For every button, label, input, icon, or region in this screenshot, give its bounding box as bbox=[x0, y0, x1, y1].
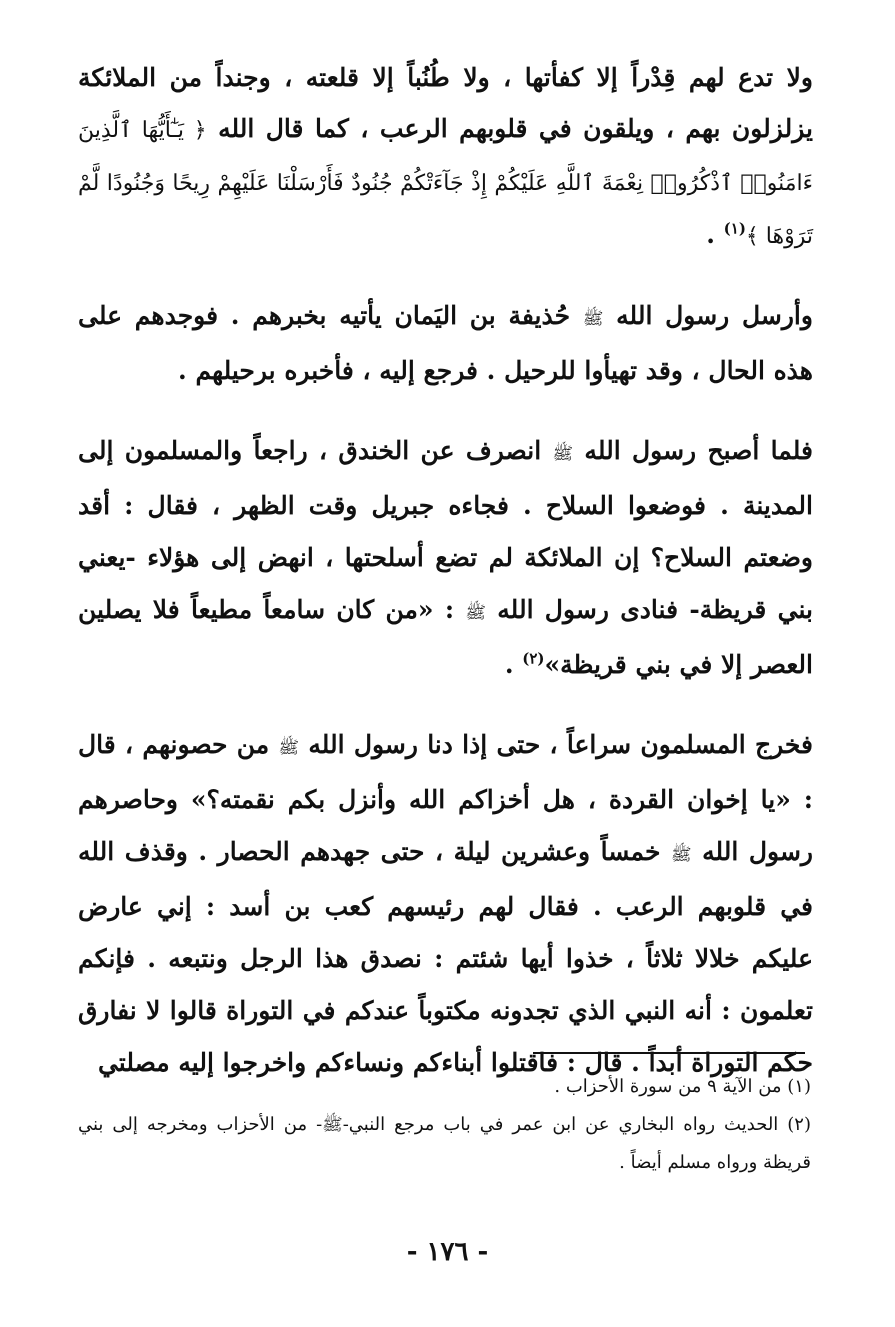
paragraph-text: وأرسل رسول الله bbox=[616, 301, 813, 330]
footnote-separator bbox=[533, 1052, 805, 1054]
salutation-glyph: ﷺ bbox=[465, 603, 486, 623]
paragraph-quraiza-call bbox=[78, 425, 813, 691]
paragraph-text: حُذيفة بن اليَمان يأتيه بخبرهم . فوجدهم على هذه الحال ، وقد تهيأوا للرحيل . فرجع إليه ، فأخبره برحيلهم . bbox=[78, 301, 813, 385]
footnote-ref-1[interactable]: (١) bbox=[723, 219, 746, 238]
paragraph-siege bbox=[78, 719, 813, 1089]
page-number: - ١٧٦ - bbox=[406, 1237, 489, 1267]
paragraph-text: فخرج المسلمون سراعاً ، حتى إذا دنا رسول الله bbox=[308, 730, 813, 759]
footnotes bbox=[78, 1068, 811, 1182]
paragraph-text: من حصونهم ، قال : «يا إخوان القردة ، هل أخزاكم الله وأنزل بكم نقمته؟» وحاصرهم رسول الله bbox=[78, 730, 813, 866]
paragraph-end: . bbox=[706, 220, 724, 249]
paragraph-hudhayfa bbox=[78, 290, 813, 397]
salutation-glyph: ﷺ bbox=[552, 444, 574, 464]
quran-verse: ﴿ يَـٰٓأَيُّهَا ٱلَّذِينَ ءَامَنُوا۟ ٱذْكُرُوا۟ نِعْمَةَ ٱللَّهِ عَلَيْكُمْ إِذْ جَآءَتْكُمْ جُنُودٌ فَأَرْسَلْنَا عَلَيْهِمْ رِيحًا وَجُنُودًا لَّمْ تَرَوْهَا ﴾ bbox=[78, 118, 813, 249]
paragraph-angels bbox=[78, 52, 813, 262]
paragraph-end: . bbox=[504, 650, 523, 679]
paragraph-text: فلما أصبح رسول الله bbox=[584, 436, 813, 465]
page-body bbox=[78, 52, 813, 1117]
footnote-1: (١) من الآية ٩ من سورة الأحزاب . bbox=[554, 1076, 811, 1097]
salutation-glyph: ﷺ bbox=[322, 1115, 343, 1135]
footnote-2 bbox=[78, 1106, 811, 1182]
paragraph-text: خمساً وعشرين ليلة ، حتى جهدهم الحصار . وقذف الله في قلوبهم الرعب . فقال لهم رئيسهم كعب بن أسد : إني عارض عليكم خلالا ثلاثاً ، خذوا أيها شئتم : نصدق هذا الرجل ونتبعه . فإنكم تعلمون : أنه النبي الذي تجدونه مكتوباً عندكم في التوراة قالوا لا نفارق حكم التوراة أبداً . قال : فاقتلوا أبناءكم ونساءكم واخرجوا إليه مصلتي bbox=[78, 837, 813, 1077]
salutation-glyph: ﷺ bbox=[671, 845, 692, 865]
salutation-glyph: ﷺ bbox=[582, 309, 604, 329]
footnote-text: - من الأحزاب ومخرجه إلى بني قريظة ورواه مسلم أيضاً . bbox=[78, 1114, 811, 1173]
paragraph-text: : «من كان سامعاً مطيعاً فلا يصلين العصر إلا في بني قريظة» bbox=[78, 595, 813, 679]
footnote-text: (٢) الحديث رواه البخاري عن ابن عمر في باب مرجع النبي- bbox=[342, 1114, 811, 1135]
paragraph-text: انصرف عن الخندق ، راجعاً والمسلمون إلى المدينة . فوضعوا السلاح . فجاءه جبريل وقت الظهر ، فقال : أقد وضعتم السلاح؟ إن الملائكة لم تضع أسلحتها ، انهض إلى هؤلاء -يعني بني قريظة- فنادى رسول الله bbox=[78, 436, 813, 624]
footnote-ref-2[interactable]: (٢) bbox=[522, 649, 545, 668]
paragraph-text: ولا تدع لهم قِدْراً إلا كفأتها ، ولا طُنُباً إلا قلعته ، وجنداً من الملائكة يزلزلون بهم ، ويلقون في قلوبهم الرعب ، كما قال الله bbox=[78, 63, 813, 143]
salutation-glyph: ﷺ bbox=[278, 738, 300, 758]
